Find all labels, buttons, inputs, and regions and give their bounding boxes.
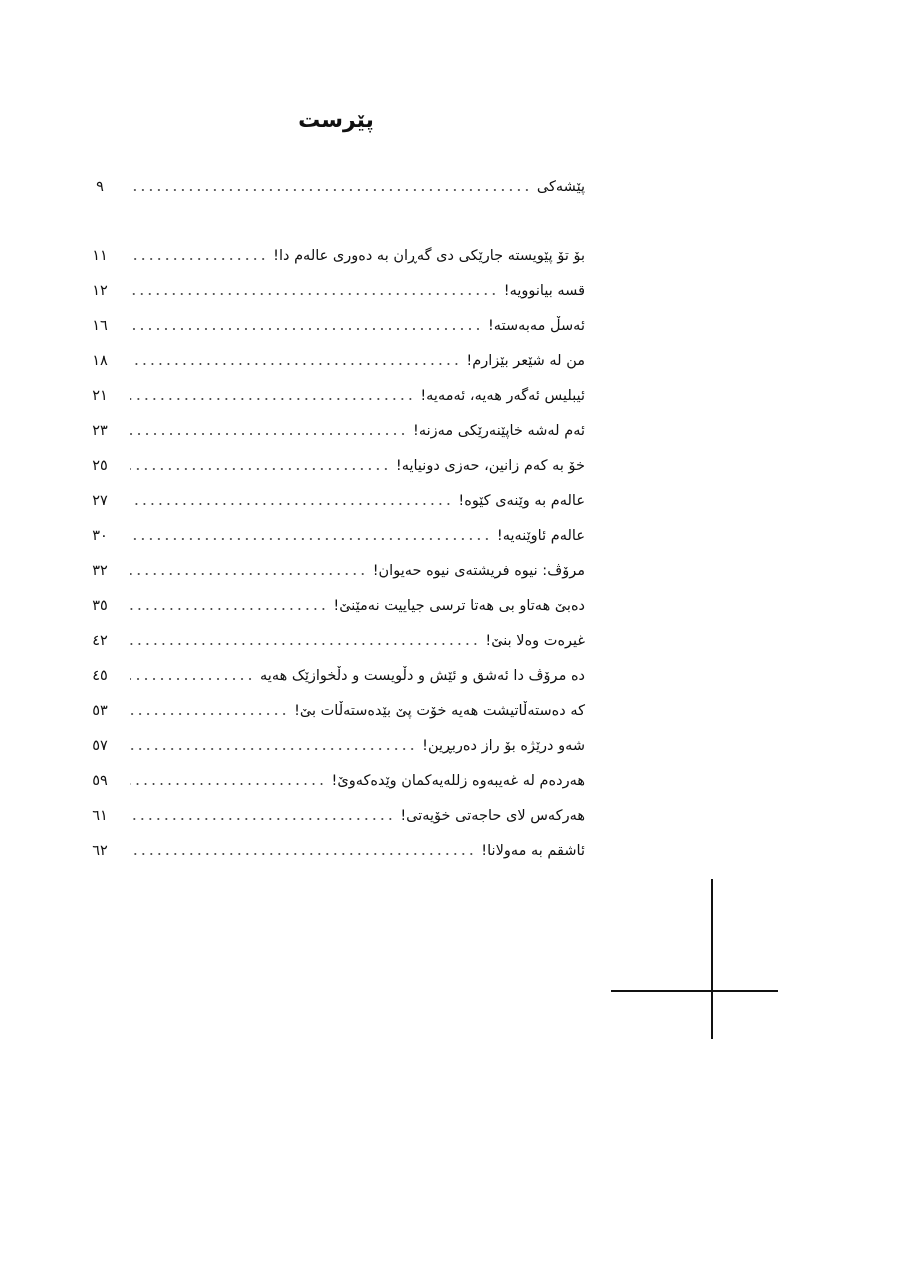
toc-entry-page: ٦٢ (92, 843, 108, 859)
dot-leader (130, 573, 367, 575)
toc-entry-title: کە دەستەڵاتیشت هەیە خۆت پێ بێدەستەڵات بێ! (294, 703, 585, 719)
toc-entry (90, 524, 585, 548)
toc-entry-page: ٥٧ (92, 738, 108, 754)
dot-leader (130, 643, 479, 645)
toc-entry-title: ئاشقم بە مەولانا! (481, 843, 585, 859)
toc-entry-title: عالەم بە وێنەی کێوە! (458, 493, 585, 509)
toc-entry (90, 594, 585, 618)
toc-entry (90, 734, 585, 758)
toc-entry-title: من لە شێعر بێزارم! (466, 353, 585, 369)
dot-leader (130, 433, 407, 435)
toc-entry-page: ٤٢ (92, 633, 108, 649)
dot-leader (130, 503, 452, 505)
toc-entry-title: قسە بیانوویە! (503, 283, 585, 299)
toc-entry-page: ٣٥ (92, 598, 108, 614)
dot-leader (130, 608, 327, 610)
dot-leader (130, 538, 491, 540)
toc-entry-title: هەردەم لە غەیبەوە زللەیەکمان وێدەکەوێ! (331, 773, 585, 789)
toc-entry-page: ١١ (92, 248, 108, 264)
toc-entry (90, 629, 585, 653)
toc-entry (90, 454, 585, 478)
toc-entry-page: ٢٥ (92, 458, 108, 474)
toc-entry (90, 349, 585, 373)
toc-entry-page: ٦١ (92, 808, 108, 824)
dot-leader (130, 468, 390, 470)
toc-entry-page: ٤٥ (92, 668, 108, 684)
toc-entry (90, 559, 585, 583)
toc-entry-title: غیرەت وەلا بنێ! (485, 633, 585, 649)
toc-entry-page: ٩ (96, 179, 104, 195)
toc-entry-title: ئیبلیس ئەگەر هەیە، ئەمەیە! (420, 388, 585, 404)
dot-leader (130, 328, 482, 330)
dot-leader (130, 398, 414, 400)
toc-entry-title: هەرکەس لای حاجەتی خۆیەتی! (400, 808, 585, 824)
dot-leader (130, 363, 460, 365)
dot-leader (130, 189, 531, 191)
toc-entry-page: ١٢ (92, 283, 108, 299)
dot-leader (130, 258, 267, 260)
toc-entry (90, 699, 585, 723)
dot-leader (130, 853, 475, 855)
toc-entry-page: ١٨ (92, 353, 108, 369)
crop-mark-horizontal (611, 990, 778, 992)
dot-leader (130, 293, 498, 295)
toc-entry-page: ١٦ (92, 318, 108, 334)
toc-entry-title: شەو درێژە بۆ راز دەربڕین! (422, 738, 585, 754)
toc-entry-title: ئەم لەشە خاپێنەرێکی مەزنە! (413, 423, 585, 439)
toc-entry (90, 175, 585, 199)
toc-entry-page: ٣٢ (92, 563, 108, 579)
toc-entry (90, 314, 585, 338)
dot-leader (130, 818, 394, 820)
toc-entry-page: ٢٧ (92, 493, 108, 509)
toc-entry-page: ٢١ (92, 388, 108, 404)
crop-mark-vertical (711, 879, 713, 1039)
dot-leader (130, 713, 288, 715)
toc-entry-page: ٣٠ (92, 528, 108, 544)
toc-entry (90, 279, 585, 303)
toc-entry-page: ٥٩ (92, 773, 108, 789)
toc-entry-title: پێشەکی (536, 179, 585, 195)
dot-leader (130, 783, 326, 785)
toc-entry-page: ٢٣ (92, 423, 108, 439)
toc-entry (90, 769, 585, 793)
dot-leader (130, 678, 254, 680)
toc-entry (90, 244, 585, 268)
toc-entry (90, 384, 585, 408)
toc-entry-title: عالەم ئاوێنەیە! (496, 528, 585, 544)
toc-entry (90, 419, 585, 443)
toc-entry (90, 664, 585, 688)
dot-leader (130, 748, 416, 750)
toc-entry-title: دە مرۆڤ دا ئەشق و ئێش و دڵویست و دڵخوازێک هەیە (260, 668, 585, 684)
toc-entry-title: ئەسڵ مەبەستە! (487, 318, 585, 334)
toc-entry-title: مرۆڤ: نیوە فریشتەی نیوە حەیوان! (372, 563, 585, 579)
toc-entry (90, 804, 585, 828)
toc-entry (90, 839, 585, 863)
page-title: پێرست (298, 108, 374, 133)
toc-entry-title: دەبێ هەتاو بی هەتا ترسی جیاییت نەمێنێ! (333, 598, 585, 614)
toc-entry-title: خۆ بە کەم زانین، حەزی دونیایە! (395, 458, 585, 474)
toc-entry (90, 489, 585, 513)
toc-entry-page: ٥٣ (92, 703, 108, 719)
toc-entry-title: بۆ تۆ پێویستە جارێکی دی گەڕان بە دەوری عالەم دا! (273, 248, 585, 264)
